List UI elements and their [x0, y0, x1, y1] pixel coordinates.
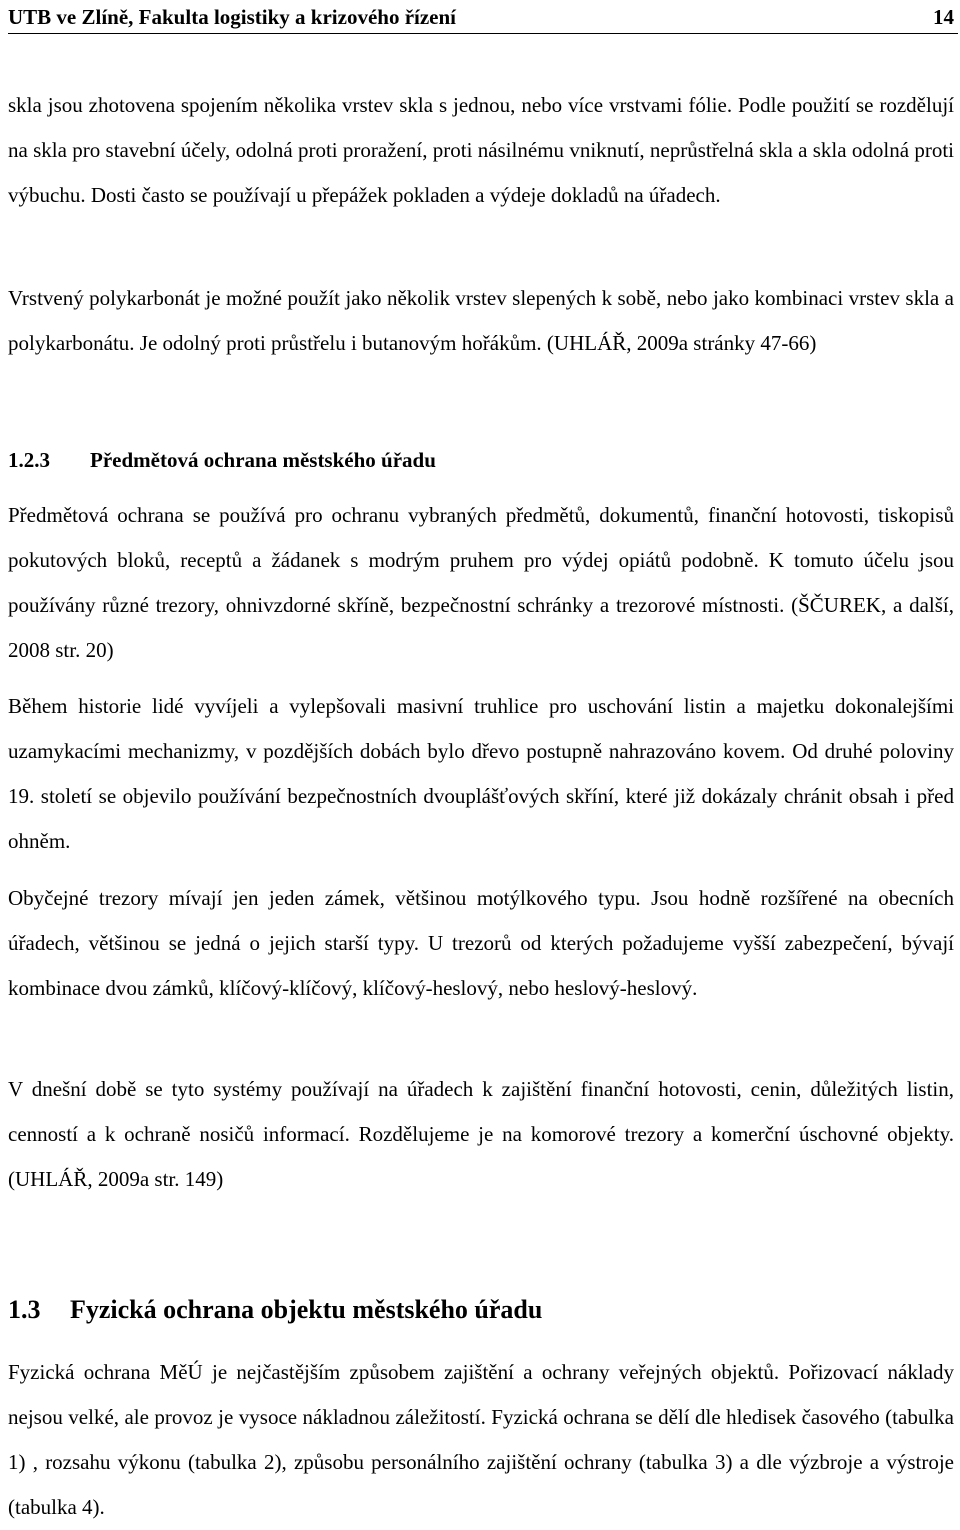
- section-number: 1.2.3: [8, 448, 50, 472]
- section-title: Předmětová ochrana městského úřadu: [90, 448, 436, 472]
- paragraph-6: V dnešní době se tyto systémy používají na úřadech k zajištění finanční hotovosti, cenin, důležitých listin, cenností a k ochraně nosičů informací. Rozdělujeme je na komorové trezory a komerční úschovné objekty. (UHLÁŘ, 2009a str. 149): [8, 1077, 954, 1191]
- page-number: 14: [933, 5, 954, 29]
- paragraph-3: Předmětová ochrana se používá pro ochranu vybraných předmětů, dokumentů, finanční hotovosti, tiskopisů pokutových bloků, receptů a žádanek s modrým pruhem pro výdej opiátů podobně. K tomuto účelu jsou používány různé trezory, ohnivzdorné skříně, bezpečnostní schránky a trezorové místnosti. (ŠČUREK, a další, 2008 str. 20): [8, 503, 954, 662]
- header-rule: [8, 33, 958, 34]
- document-page: [8, 0, 954, 1519]
- paragraph-7: Fyzická ochrana MěÚ je nejčastějším způsobem zajištění a ochrany veřejných objektů. Pořizovací náklady nejsou velké, ale provoz je vysoce nákladnou záležitostí. Fyzická ochrana se dělí dle hledisek časového (tabulka 1) , rozsahu výkonu (tabulka 2), způsobu personálního zajištění ochrany (tabulka 3) a dle výzbroje a výstroje (tabulka 4).: [8, 1360, 954, 1519]
- section-number: 1.3: [8, 1295, 41, 1324]
- section-heading-1-3: [8, 1295, 954, 1325]
- running-header: [8, 0, 954, 29]
- paragraph-2: Vrstvený polykarbonát je možné použít jako několik vrstev slepených k sobě, nebo jako kombinaci vrstev skla a polykarbonátu. Je odolný proti průstřelu i butanovým hořákům. (UHLÁŘ, 2009a stránky 47-66): [8, 286, 954, 355]
- paragraph-4: Během historie lidé vyvíjeli a vylepšovali masivní truhlice pro uschování listin a majetku dokonalejšími uzamykacími mechanizmy, v pozdějších dobách bylo dřevo postupně nahrazováno kovem. Od druhé poloviny 19. století se objevilo používání bezpečnostních dvouplášťových skříní, které již dokázaly chránit obsah i před ohněm.: [8, 694, 954, 853]
- paragraph-5: Obyčejné trezory mívají jen jeden zámek, většinou motýlkového typu. Jsou hodně rozšířené na obecních úřadech, většinou se jedná o jejich starší typy. U trezorů od kterých požadujeme vyšší zabezpečení, bývají kombinace dvou zámků, klíčový-klíčový, klíčový-heslový, nebo heslový-heslový.: [8, 886, 954, 1000]
- section-heading-1-2-3: [8, 448, 954, 472]
- section-title: Fyzická ochrana objektu městského úřadu: [70, 1295, 543, 1324]
- header-title: UTB ve Zlíně, Fakulta logistiky a krizového řízení: [8, 5, 457, 29]
- paragraph-1: skla jsou zhotovena spojením několika vrstev skla s jednou, nebo více vrstvami fólie. Podle použití se rozdělují na skla pro stavební účely, odolná proti proražení, proti násilnému vniknutí, neprůstřelná skla a skla odolná proti výbuchu. Dosti často se používají u přepážek pokladen a výdeje dokladů na úřadech.: [8, 93, 954, 207]
